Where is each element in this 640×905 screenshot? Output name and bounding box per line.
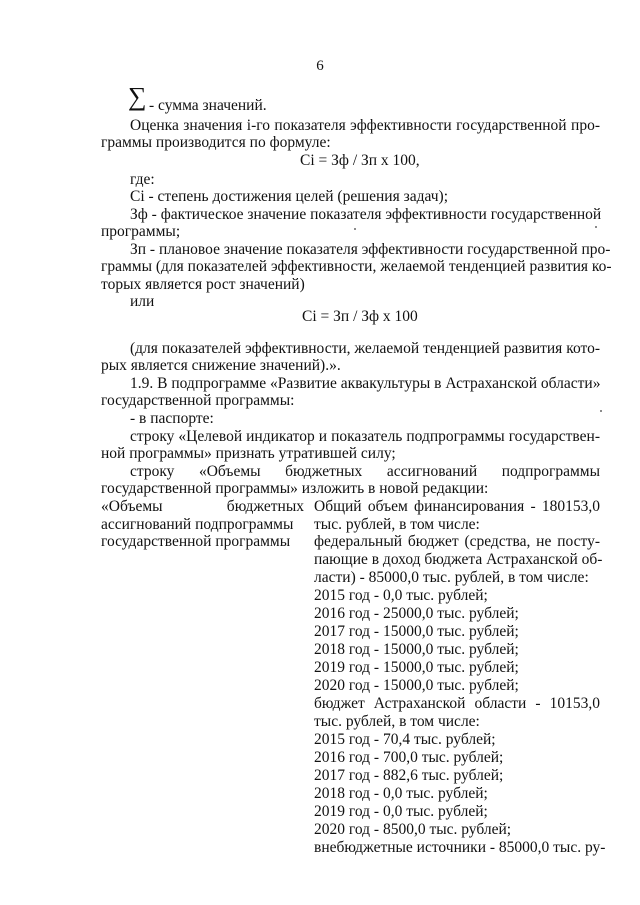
passport-label: - в паспорте:	[130, 410, 214, 427]
definition-zp-line-1: Зп - плановое значение показателя эффективности государственной про-	[130, 241, 611, 258]
note-line-2: рых является снижение значений).».	[101, 357, 341, 374]
table-right-line-16: 2017 год - 882,6 тыс. рублей;	[314, 767, 504, 784]
item-1-9-line-2: государственной программы:	[101, 392, 295, 409]
definition-zf-line-1: Зф - фактическое значение показателя эффективности государственной	[130, 206, 602, 223]
definition-zp-line-2: граммы (для показателей эффективности, желаемой тенденцией развития ко-	[101, 258, 612, 275]
row-text-line-3: строку «Объемы бюджетных ассигнований подпрограммы	[130, 463, 600, 480]
note-line-1: (для показателей эффективности, желаемой тенденцией развития кото-	[130, 340, 600, 357]
table-left-line-3: государственной программы	[101, 533, 291, 550]
definition-ci: Сi - степень достижения целей (решения задач);	[130, 188, 449, 205]
table-right-line-8: 2017 год - 15000,0 тыс. рублей;	[314, 623, 519, 640]
page-number: 6	[316, 58, 324, 74]
table-left-line-1: «Объемы бюджетных	[101, 498, 304, 515]
scan-speck	[595, 226, 597, 228]
table-right-line-15: 2016 год - 700,0 тыс. рублей;	[314, 749, 504, 766]
table-right-line-6: 2015 год - 0,0 тыс. рублей;	[314, 587, 488, 604]
formula-2: Сi = Зп / Зф х 100	[302, 308, 418, 325]
sigma-definition: - сумма значений.	[149, 97, 267, 114]
table-right-line-10: 2019 год - 15000,0 тыс. рублей;	[314, 659, 519, 676]
formula-1: Сi = Зф / Зп х 100,	[300, 152, 420, 169]
row-text-line-2: ной программы» признать утратившей силу;	[101, 445, 396, 462]
table-right-line-17: 2018 год - 0,0 тыс. рублей;	[314, 785, 488, 802]
paragraph-evaluation-line-1: Оценка значения i-го показателя эффективности государственной про-	[130, 117, 600, 134]
scan-speck	[354, 228, 356, 230]
table-right-line-14: 2015 год - 70,4 тыс. рублей;	[314, 731, 496, 748]
table-left-line-2: ассигнований подпрограммы	[101, 516, 294, 533]
definition-zf-line-2: программы;	[101, 223, 181, 240]
table-right-line-18: 2019 год - 0,0 тыс. рублей;	[314, 803, 488, 820]
scan-speck	[600, 410, 602, 412]
table-right-line-20: внебюджетные источники - 85000,0 тыс. ру-	[314, 839, 606, 856]
table-right-line-11: 2020 год - 15000,0 тыс. рублей;	[314, 677, 519, 694]
table-right-line-5: ласти) - 85000,0 тыс. рублей, в том числе:	[314, 569, 589, 586]
row-text-line-4: государственной программы» изложить в новой редакции:	[101, 480, 489, 497]
where-label: где:	[130, 171, 155, 188]
table-right-line-12: бюджет Астраханской области - 10153,0	[314, 695, 600, 712]
item-1-9-line-1: 1.9. В подпрограмме «Развитие аквакультуры в Астраханской области»	[130, 375, 601, 392]
table-right-line-19: 2020 год - 8500,0 тыс. рублей;	[314, 821, 512, 838]
or-word: или	[130, 293, 155, 310]
table-right-line-13: тыс. рублей, в том числе:	[314, 713, 480, 730]
table-right-line-3: федеральный бюджет (средства, не посту-	[314, 533, 600, 550]
definition-zp-line-3: торых является рост значений)	[101, 276, 305, 293]
table-right-line-9: 2018 год - 15000,0 тыс. рублей;	[314, 641, 519, 658]
row-text-line-1: строку «Целевой индикатор и показатель подпрограммы государствен-	[130, 428, 600, 445]
table-right-line-7: 2016 год - 25000,0 тыс. рублей;	[314, 605, 519, 622]
paragraph-evaluation-line-2: граммы производится по формуле:	[101, 134, 331, 151]
sigma-symbol: ∑	[128, 82, 147, 111]
table-right-line-1: Общий объем финансирования - 180153,0	[314, 498, 600, 515]
table-right-line-4: пающие в доход бюджета Астраханской об-	[314, 551, 603, 568]
table-right-line-2: тыс. рублей, в том числе:	[314, 516, 480, 533]
